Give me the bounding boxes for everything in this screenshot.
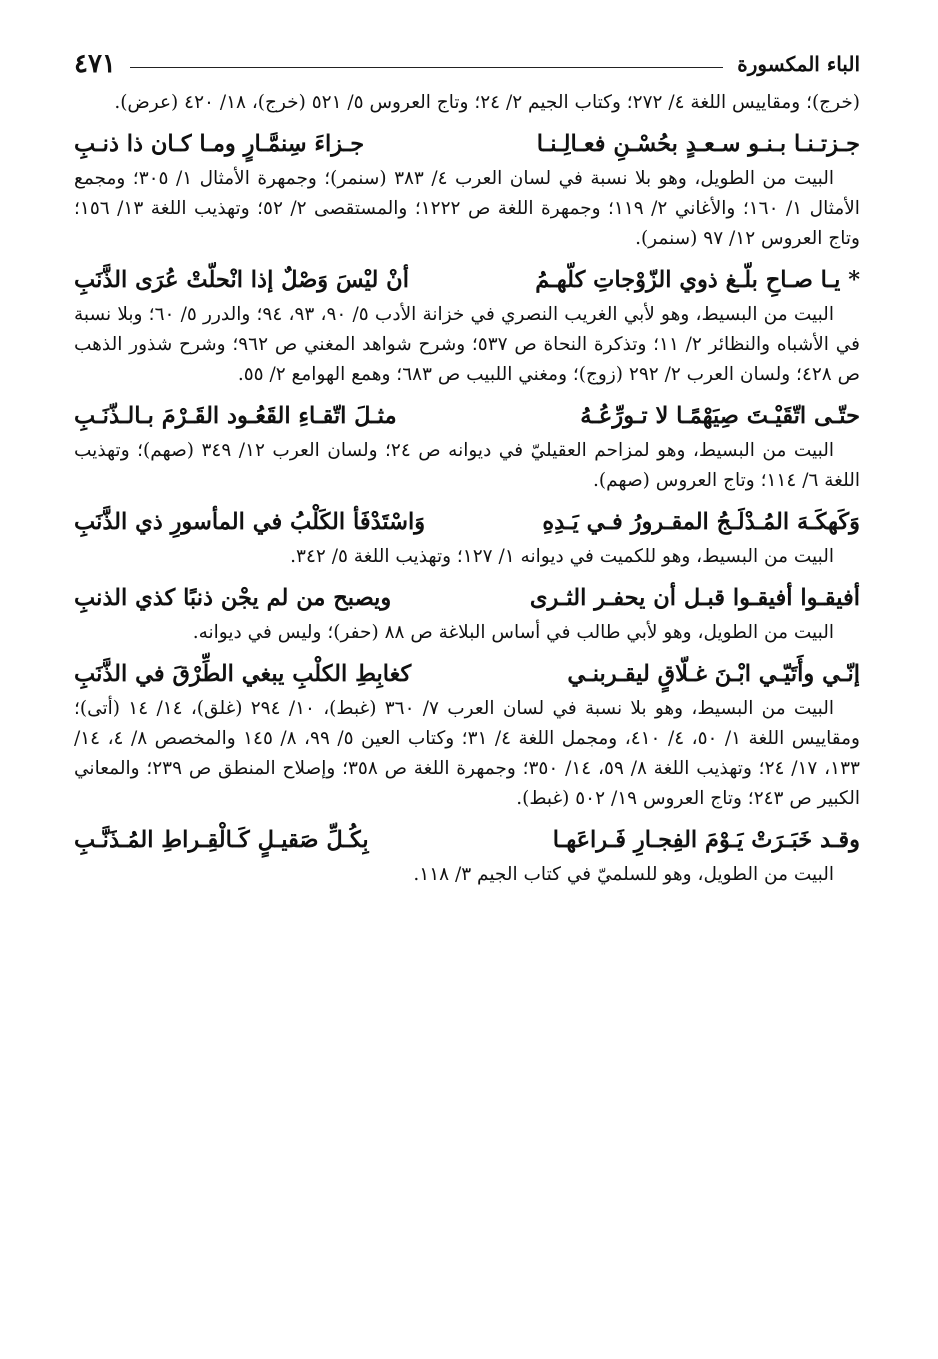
verse-citation: البيت من الطويل، وهو لأبي طالب في أساس البلاغة ص ٨٨ (حفر)؛ وليس في ديوانه. — [192, 622, 834, 643]
first-hemistich: حتّـى اتّقَيْـتَ صِيَهْمًـا لا تـورِّعُـهُ — [580, 403, 860, 429]
running-header — [74, 44, 860, 84]
verse-line — [74, 654, 860, 694]
header-rule — [130, 67, 723, 68]
second-hemistich: ويصبح من لم يجْن ذنبًا كذي الذنبِ — [74, 585, 392, 611]
verse-line — [74, 124, 860, 164]
second-hemistich: بِكُـلِّ صَقيـلٍ كَـالْقِـراطِ المُـذَنَّـبِ — [74, 827, 369, 853]
verse-entry — [74, 396, 860, 496]
verse-line — [74, 260, 860, 300]
verse-entry — [74, 578, 860, 648]
verse-entry — [74, 820, 860, 890]
verse-citation: البيت من الطويل، وهو بلا نسبة في لسان العرب ٤/ ٣٨٣ (سنمر)؛ وجمهرة الأمثال ١/ ٣٠٥؛ ومجمع الأمثال ١/ ١٦٠؛ والأغاني ٢/ ١١٩؛ وجمهرة اللغة ص ١٢٢٢؛ والمستقصى ٢/ ٥٢؛ وتهذيب اللغة ١٣/ ١٥٦؛ وتاج العروس ١٢/ ٩٧ (سنمر). — [74, 168, 860, 249]
page-number: ٤٧١ — [74, 49, 116, 79]
first-hemistich: جـزتـنـا بـنـو سـعـدٍ بحُسْـنِ فعـالِـنـا — [536, 131, 860, 157]
first-hemistich: وقـد خَبَـرَتْ يَـوْمَ الفِجـارِ فَـراعَهـا — [552, 827, 860, 853]
verse-entry — [74, 260, 860, 390]
verse-entry — [74, 502, 860, 572]
first-hemistich: إنّـي وأَتَيّـي ابْـنَ غـلّاقٍ ليقـربنـي — [567, 661, 860, 687]
second-hemistich: جـزاءَ سِنمَّـارٍ ومـا كـان ذا ذنـبِ — [74, 131, 365, 157]
verse-entry — [74, 124, 860, 254]
verse-line — [74, 820, 860, 860]
verse-citation: البيت من البسيط، وهو بلا نسبة في لسان العرب ٧/ ٣٦٠ (غبط)، ١٠/ ٢٩٤ (غلق)، ١٤/ ١٤ (أتى)؛ ومقاييس اللغة ١/ ٥٠، ٤/ ٤١٠، ومجمل اللغة ٤/ ٣١؛ وكتاب العين ٥/ ٩٩، ٨/ ١٤٥ والمخصص ٨/ ٤، ١٤/ ١٣٣، ١٧/ ٢٤؛ وتهذيب اللغة ٨/ ٥٩، ١٤/ ٣٥٠؛ وجمهرة اللغة ص ٣٥٨؛ وإصلاح المنطق ص ٢٣٩؛ والمعاني الكبير ص ٢٤٣؛ وتاج العروس ١٩/ ٥٠٢ (غبط). — [74, 698, 860, 809]
second-hemistich: كغابِطِ الكلْبِ يبغي الطِّرْقَ في الذَّنَبِ — [74, 661, 412, 687]
second-hemistich: أنْ ليْسَ وَصْلٌ إذا انْحلّتْ عُرَى الذَّنَبِ — [74, 267, 409, 293]
continuation-citation: (خرج)؛ ومقاييس اللغة ٤/ ٢٧٢؛ وكتاب الجيم ٢/ ٢٤؛ وتاج العروس ٥/ ٥٢١ (خرج)، ١٨/ ٤٢٠ (عرض). — [114, 92, 860, 113]
verse-line — [74, 502, 860, 542]
verse-citation: البيت من البسيط، وهو للكميت في ديوانه ١/ ١٢٧؛ وتهذيب اللغة ٥/ ٣٤٢. — [290, 546, 834, 567]
book-page — [74, 44, 860, 1319]
verse-line — [74, 578, 860, 618]
verse-citation: البيت من البسيط، وهو لمزاحم العقيليّ في ديوانه ص ٢٤؛ ولسان العرب ١٢/ ٣٤٩ (صهم)؛ وتهذيب اللغة ٦/ ١١٤؛ وتاج العروس (صهم). — [74, 440, 860, 491]
verse-citation: البيت من الطويل، وهو للسلميّ في كتاب الجيم ٣/ ١١٨. — [413, 864, 834, 885]
second-hemistich: وَاسْتَدْفَأ الكَلْبُ في المأسورِ ذي الذَّنَبِ — [74, 509, 426, 535]
first-hemistich: * يـا صـاحِ بلّـغ ذوي الزّوْجاتِ كلّهـمُ — [535, 267, 860, 293]
first-hemistich: أفيقـوا أفيقـوا قبـل أن يحفـر الثـرى — [529, 585, 860, 611]
verse-citation: البيت من البسيط، وهو لأبي الغريب النصري في خزانة الأدب ٥/ ٩٠، ٩٣، ٩٤؛ والدرر ٥/ ٦٠؛ وبلا نسبة في الأشباه والنظائر ٢/ ١١؛ وتذكرة النحاة ص ٥٣٧؛ وشرح شواهد المغني ص ٩٦٢؛ وشرح شذور الذهب ص ٤٢٨؛ ولسان العرب ٢/ ٢٩٢ (زوج)؛ ومغني اللبيب ص ٦٨٣؛ وهمع الهوامع ٢/ ٥٥. — [74, 304, 860, 385]
second-hemistich: مثـلَ اتّقـاءِ القَعُـود القَـرْمَ بـالـذّنَـبِ — [74, 403, 397, 429]
chapter-title: الباء المكسورة — [737, 52, 860, 76]
verse-entry — [74, 654, 860, 814]
verse-line — [74, 396, 860, 436]
first-hemistich: وَكَهكَـهَ المُـدْلَـجُ المقـرورُ فـي يَـدِهِ — [542, 509, 860, 535]
